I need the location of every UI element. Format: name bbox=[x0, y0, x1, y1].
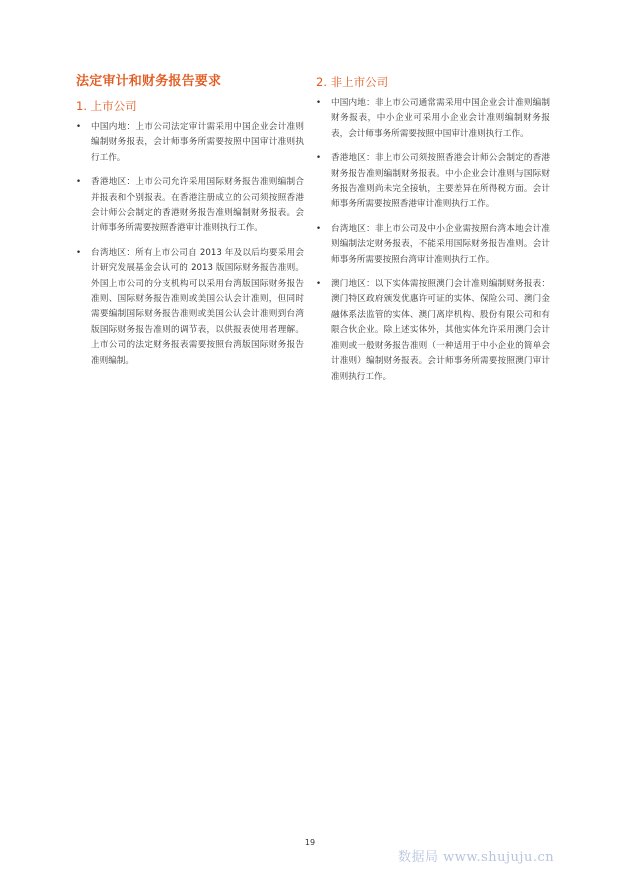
bullet-icon: • bbox=[316, 153, 322, 164]
bullet-icon: • bbox=[76, 247, 82, 258]
list-item bbox=[316, 96, 550, 142]
list-item bbox=[316, 277, 550, 385]
list-item bbox=[76, 175, 304, 237]
list-item bbox=[76, 120, 304, 166]
list-item bbox=[76, 246, 304, 369]
page-number: 19 bbox=[304, 838, 316, 847]
list-item-text: 台湾地区：所有上市公司自 2013 年及以后均要采用会计研究发展基金会认可的 2013 版国际财务报告准则。外国上市公司的分支机构可以采用台湾版国际财务报告准则、国际财务报告准则或美国公认会计准则，但同时需要编制国际财务报告准则或美国公认会计准则到台湾版国际财务报告准则的调节表，以供报表使用者理解。上市公司的法定财务报表需要按照台湾版国际财务报告准则编制。 bbox=[91, 247, 304, 366]
listed-companies-heading: 1. 上市公司 bbox=[76, 99, 137, 113]
list-item-text: 中国内地：非上市公司通常需采用中国企业会计准则编制财务报表，中小企业可采用小企业会计准则编制财务报表，会计师事务所需要按照中国审计准则执行工作。 bbox=[331, 98, 550, 139]
list-item-text: 中国内地：上市公司法定审计需采用中国企业会计准则编制财务报表，会计师事务所需要按照中国审计准则执行工作。 bbox=[91, 122, 304, 163]
list-item-text: 香港地区：非上市公司须按照香港会计师公会制定的香港财务报告准则编制财务报表。中小企业会计准则与国际财务报告准则尚未完全接轨，主要差异在所得税方面。会计师事务所需要按照香港审计准则执行工作。 bbox=[331, 153, 550, 210]
bullet-icon: • bbox=[316, 223, 322, 234]
right-column bbox=[316, 74, 550, 394]
list-item-text: 香港地区：上市公司允许采用国际财务报告准则编制合并报表和个别报表。在香港注册成立的公司须按照香港会计师公会制定的香港财务报告准则编制财务报表。会计师事务所需要按照香港审计准则执行工作。 bbox=[91, 177, 304, 234]
bullet-icon: • bbox=[316, 279, 322, 290]
bullet-icon: • bbox=[76, 177, 82, 188]
unlisted-companies-list bbox=[316, 96, 550, 385]
list-item bbox=[316, 222, 550, 268]
bullet-icon: • bbox=[76, 122, 82, 132]
unlisted-companies-heading: 2. 非上市公司 bbox=[316, 75, 389, 89]
list-item-text: 台湾地区：非上市公司及中小企业需按照台湾本地会计准则编制法定财务报表，不能采用国际财务报告准则。会计师事务所需要按照台湾审计准则执行工作。 bbox=[331, 223, 550, 265]
watermark: 数据局 www.shujuju.cn bbox=[398, 850, 555, 865]
bullet-icon: • bbox=[316, 98, 322, 108]
listed-companies-list bbox=[76, 120, 304, 369]
left-column bbox=[76, 74, 304, 378]
list-item-text: 澳门地区：以下实体需按照澳门会计准则编制财务报表：澳门特区政府颁发优惠许可证的实体、保险公司、澳门金融体系法监管的实体、澳门离岸机构、股份有限公司和有限合伙企业。除上述实体外，其他实体允许采用澳门会计准则或一般财务报告准则（一种适用于中小企业的简单会计准则）编制财务报表。会计师事务所需要按照澳门审计准则执行工作。 bbox=[331, 279, 550, 382]
section-title: 法定审计和财务报告要求 bbox=[76, 74, 222, 89]
list-item bbox=[316, 151, 550, 213]
